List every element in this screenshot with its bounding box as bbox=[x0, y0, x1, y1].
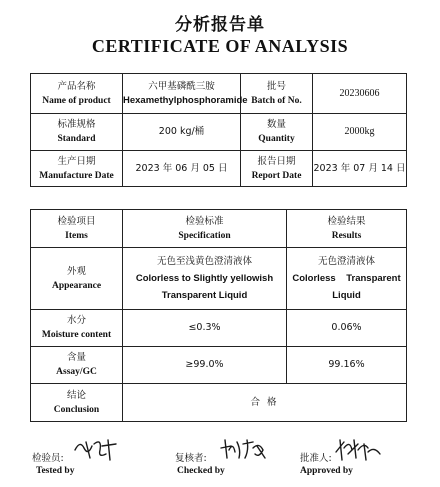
conclusion-value bbox=[123, 384, 407, 422]
header-spec-cn: 检验标准 bbox=[185, 215, 224, 227]
report-date-label-cn: 报告日期 bbox=[257, 155, 296, 167]
report-date-value bbox=[313, 151, 407, 187]
conclusion-label-cn: 结论 bbox=[66, 389, 86, 401]
checked-by-label-cn: 复核者: bbox=[175, 453, 207, 464]
assay-row bbox=[31, 347, 407, 384]
appearance-spec-en-line1: Colorless to Slightly yellowish bbox=[135, 272, 274, 284]
mfg-date-label-en: Manufacture Date bbox=[39, 170, 114, 181]
conclusion-label bbox=[31, 384, 123, 422]
appearance-spec bbox=[123, 248, 287, 310]
batch-label-cn: 批号 bbox=[266, 80, 286, 92]
batch-value bbox=[313, 74, 407, 114]
appearance-result-en-line1: Colorless Transparent bbox=[292, 272, 401, 284]
appearance-result-en-line2: Liquid bbox=[332, 289, 361, 301]
moisture-result bbox=[287, 310, 407, 347]
tested-by-label-en: Tested by bbox=[36, 466, 75, 476]
quantity-value-text: 2000kg bbox=[344, 126, 375, 137]
signature-row bbox=[30, 446, 406, 484]
appearance-spec-en-line2: Transparent Liquid bbox=[161, 289, 248, 301]
approved-by-label-en: Approved by bbox=[300, 466, 353, 476]
header-items-cn: 检验项目 bbox=[57, 215, 96, 227]
checked-by-block bbox=[175, 446, 295, 476]
moisture-spec-value: ≤0.3% bbox=[188, 322, 221, 333]
appearance-result-cn: 无色澄清液体 bbox=[317, 255, 375, 267]
mfg-date-label bbox=[31, 151, 123, 187]
header-spec-en: Specification bbox=[178, 230, 231, 241]
product-row bbox=[31, 74, 407, 114]
batch-label bbox=[241, 74, 313, 114]
moisture-row bbox=[31, 310, 407, 347]
header-results-cn: 检验结果 bbox=[327, 215, 366, 227]
conclusion-label-en: Conclusion bbox=[53, 404, 100, 415]
standard-row bbox=[31, 114, 407, 151]
assay-result-value: 99.16% bbox=[328, 359, 365, 370]
conclusion-row bbox=[31, 384, 407, 422]
report-date-value-text: 2023 年 07 月 14 日 bbox=[313, 162, 406, 174]
moisture-label-en: Moisture content bbox=[41, 330, 112, 340]
quantity-label-en: Quantity bbox=[258, 134, 295, 144]
standard-value-text: 200 kg/桶 bbox=[158, 126, 205, 137]
product-name-value-cn: 六甲基磷酰三胺 bbox=[148, 80, 215, 92]
approved-by-label-cn: 批准人: bbox=[300, 453, 332, 464]
report-date-label-en: Report Date bbox=[251, 170, 302, 181]
product-name-label-cn: 产品名称 bbox=[57, 80, 96, 92]
mfg-date-label-cn: 生产日期 bbox=[57, 155, 96, 167]
tested-by-block bbox=[32, 446, 152, 476]
appearance-spec-cn: 无色至浅黄色澄清液体 bbox=[156, 255, 252, 267]
standard-label-cn: 标准规格 bbox=[57, 119, 96, 130]
conclusion-value-text: 合 格 bbox=[250, 396, 279, 408]
product-name-label bbox=[31, 74, 123, 114]
approved-by-signature bbox=[334, 436, 384, 462]
assay-label bbox=[31, 347, 123, 384]
moisture-spec bbox=[123, 310, 287, 347]
quantity-value bbox=[313, 114, 407, 151]
appearance-result bbox=[287, 248, 407, 310]
product-info-table bbox=[30, 73, 407, 187]
mfg-date-value-text: 2023 年 06 月 05 日 bbox=[135, 162, 228, 174]
standard-label-en: Standard bbox=[57, 134, 96, 144]
results-header-row bbox=[31, 210, 407, 248]
header-spec bbox=[123, 210, 287, 248]
header-items-en: Items bbox=[65, 230, 88, 241]
moisture-result-value: 0.06% bbox=[331, 322, 362, 333]
assay-spec bbox=[123, 347, 287, 384]
appearance-label-cn: 外观 bbox=[66, 265, 86, 277]
assay-spec-value: ≥99.0% bbox=[185, 359, 224, 370]
header-results bbox=[287, 210, 407, 248]
batch-label-en: Batch of No. bbox=[251, 95, 302, 106]
date-row bbox=[31, 151, 407, 187]
product-name-label-en: Name of product bbox=[42, 95, 111, 106]
header-results-en: Results bbox=[331, 230, 362, 241]
standard-value bbox=[123, 114, 241, 151]
quantity-label bbox=[241, 114, 313, 151]
standard-label bbox=[31, 114, 123, 151]
assay-result bbox=[287, 347, 407, 384]
checked-by-label-en: Checked by bbox=[177, 466, 225, 476]
product-name-value-en: Hexamethylphosphoramide bbox=[123, 94, 248, 106]
product-name-value bbox=[123, 74, 248, 114]
checked-by-signature bbox=[219, 436, 269, 462]
header-items bbox=[31, 210, 123, 248]
assay-label-en: Assay/GC bbox=[56, 367, 97, 377]
document-title-cn: 分析报告单 bbox=[175, 15, 265, 35]
assay-label-cn: 含量 bbox=[66, 352, 86, 363]
appearance-label bbox=[31, 248, 123, 310]
moisture-label bbox=[31, 310, 123, 347]
document-title-en: CERTIFICATE OF ANALYSIS bbox=[91, 36, 349, 56]
tested-by-signature bbox=[72, 436, 122, 462]
quantity-label-cn: 数量 bbox=[266, 119, 286, 130]
batch-number: 20230606 bbox=[339, 87, 380, 99]
approved-by-block bbox=[300, 446, 420, 476]
moisture-label-cn: 水分 bbox=[66, 315, 86, 326]
appearance-label-en: Appearance bbox=[51, 280, 102, 291]
test-results-table bbox=[30, 209, 407, 422]
report-date-label bbox=[241, 151, 313, 187]
mfg-date-value bbox=[123, 151, 241, 187]
appearance-row bbox=[31, 248, 407, 310]
tested-by-label-cn: 检验员: bbox=[32, 453, 64, 464]
